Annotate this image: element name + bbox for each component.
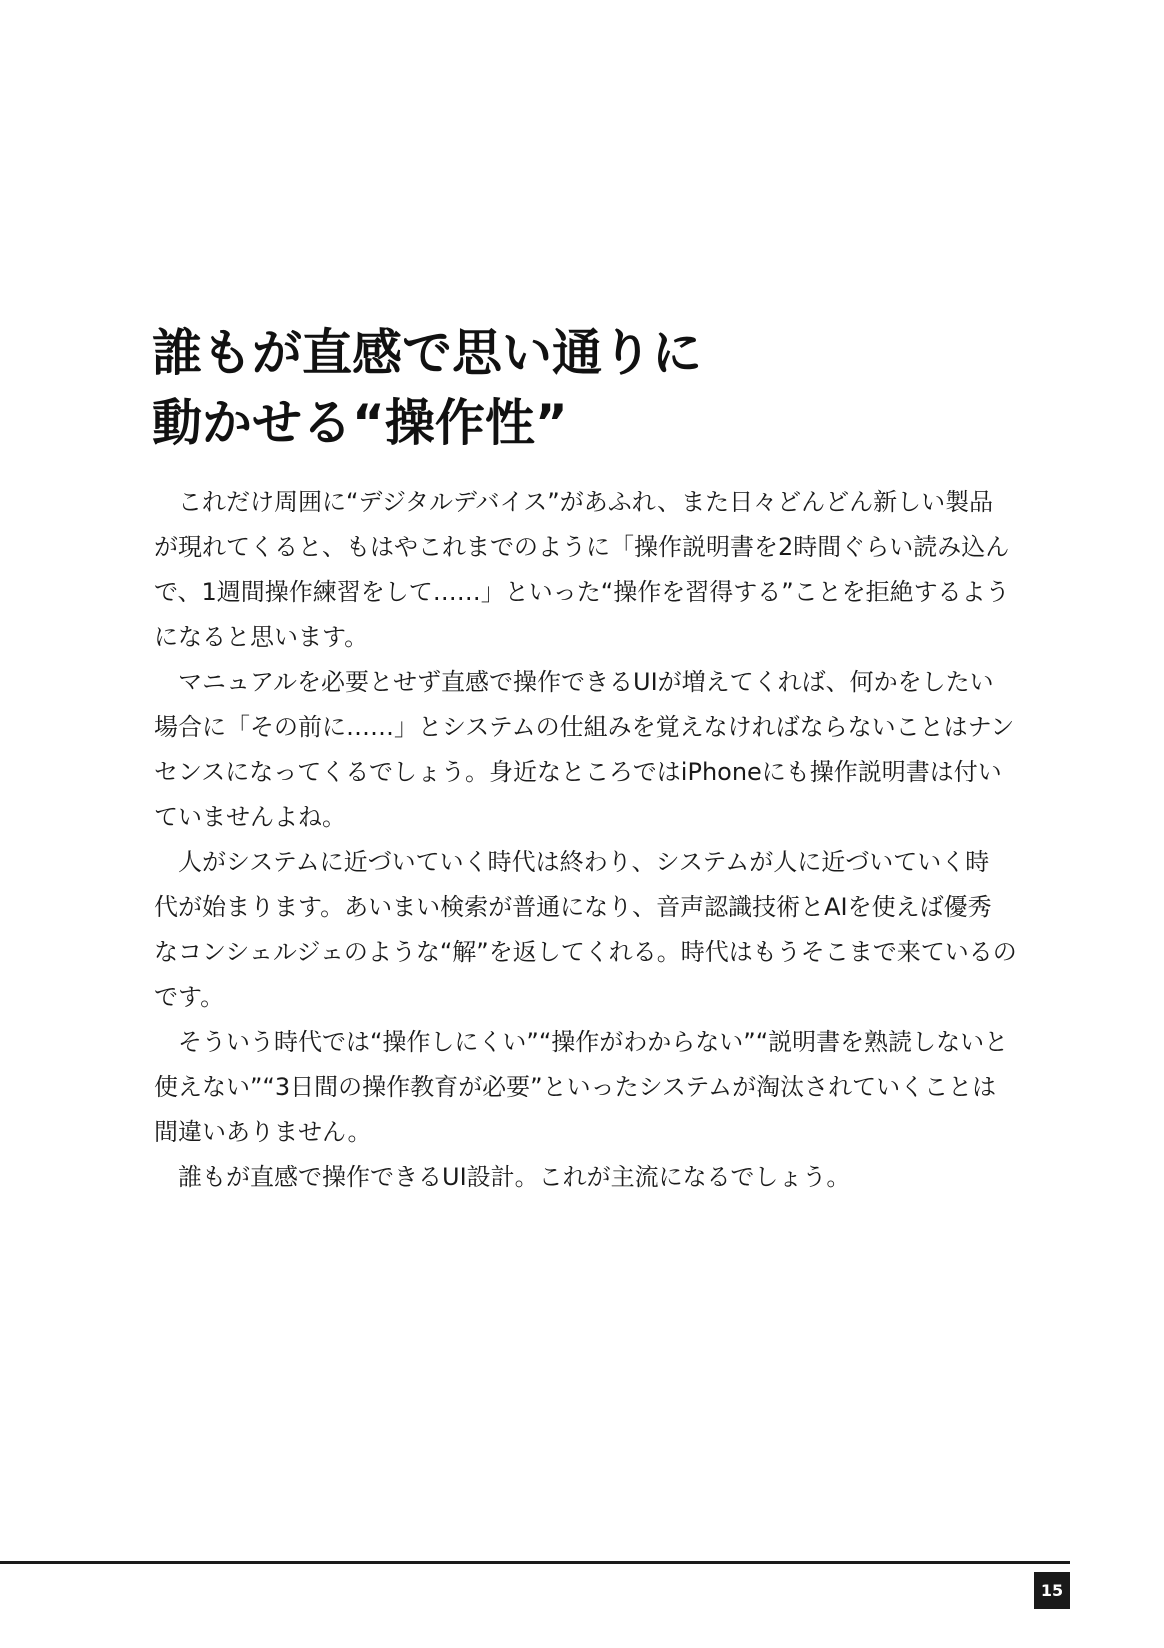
body-line-15: 間違いありません。 xyxy=(154,1118,372,1146)
body-line-16: 誰もが直感で操作できるUI設計。これが主流になるでしょう。 xyxy=(154,1163,851,1191)
body-line-11: なコンシェルジェのような“解”を返してくれる。時代はもうそこまで来ているの xyxy=(154,938,1017,966)
title-line-2: 動かせる“操作性” xyxy=(152,394,568,452)
body-line-12: です。 xyxy=(154,983,225,1011)
body-line-6: 場合に「その前に……」とシステムの仕組みを覚えなければならないことはナン xyxy=(154,713,1015,741)
page-number: 15 xyxy=(1040,1580,1064,1600)
body-line-7: センスになってくるでしょう。身近なところではiPhoneにも操作説明書は付い xyxy=(154,758,1002,786)
body-line-8: ていませんよね。 xyxy=(154,803,346,831)
body-line-10: 代が始まります。あいまい検索が普通になり、音声認識技術とAIを使えば優秀 xyxy=(154,893,992,921)
title-line-1: 誰もが直感で思い通りに xyxy=(152,324,702,382)
footer-rule xyxy=(0,1561,1070,1564)
body-line-14: 使えない”“3日間の操作教育が必要”といったシステムが淘汰されていくことは xyxy=(154,1073,997,1101)
body-line-1: これだけ周囲に“デジタルデバイス”があふれ、また日々どんどん新しい製品 xyxy=(154,488,994,516)
body-text xyxy=(154,480,1024,1200)
body-line-4: になると思います。 xyxy=(154,623,369,651)
body-line-5: マニュアルを必要とせず直感で操作できるUIが増えてくれば、何かをしたい xyxy=(154,668,994,696)
body-line-9: 人がシステムに近づいていく時代は終わり、システムが人に近づいていく時 xyxy=(154,848,990,876)
body-line-13: そういう時代では“操作しにくい”“操作がわからない”“説明書を熟読しないと xyxy=(154,1028,1009,1056)
page-title xyxy=(152,318,1032,458)
body-line-3: で、1週間操作練習をして……」といった“操作を習得する”ことを拒絶するよう xyxy=(154,578,1010,606)
page-number-badge xyxy=(1034,1572,1070,1609)
body-line-2: が現れてくると、もはやこれまでのように「操作説明書を2時間ぐらい読み込ん xyxy=(154,533,1010,561)
